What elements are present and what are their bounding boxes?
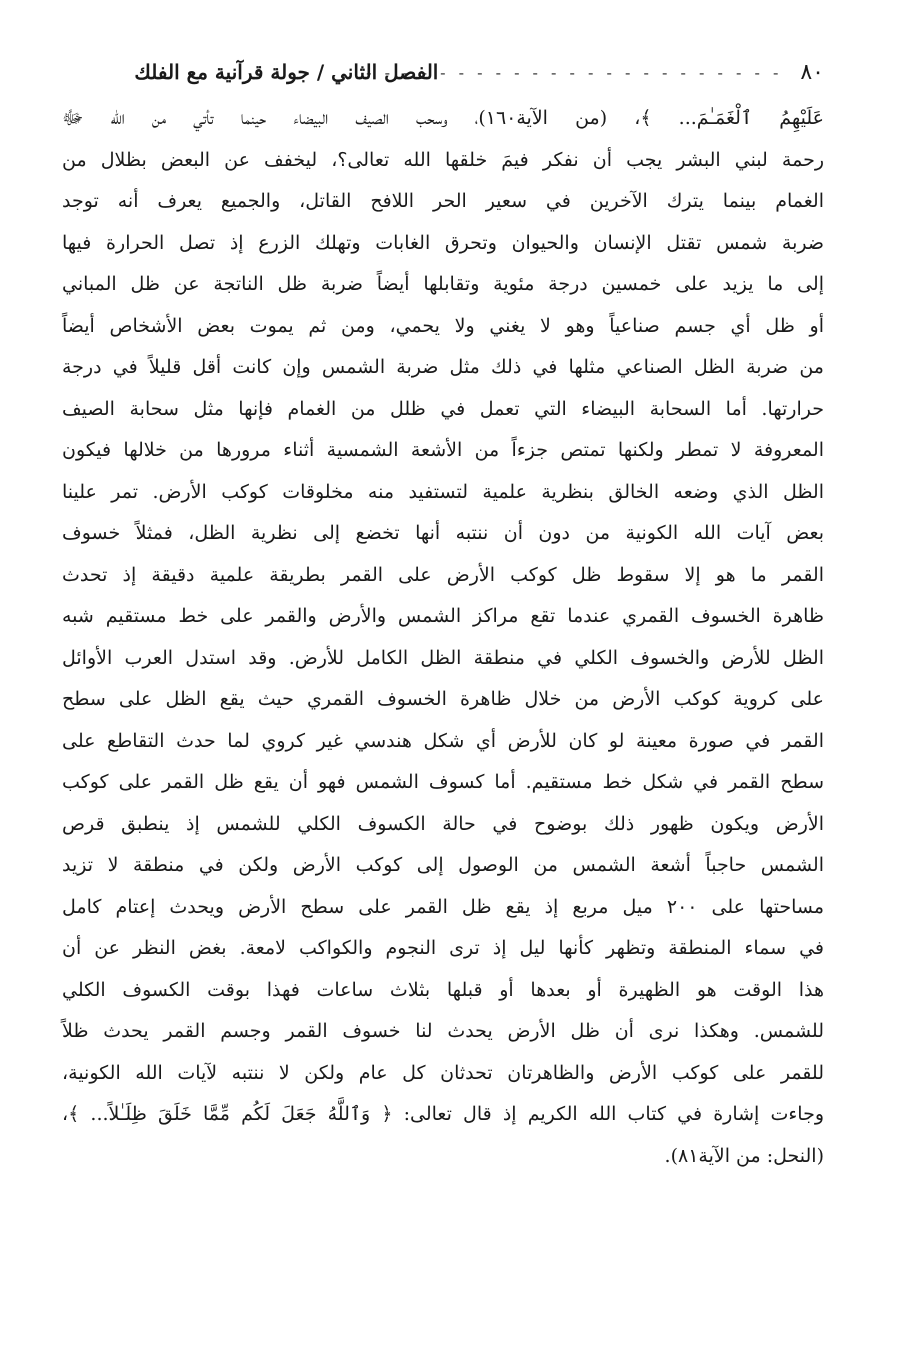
page-header xyxy=(62,52,824,92)
page-number: ٨٠ xyxy=(800,59,824,85)
running-title: الفصل الثاني / جولة قرآنية مع الفلك xyxy=(134,60,439,84)
text-line: القمر في صورة معينة لو كان للأرض أي شكل هندسي غير كروي لما حدث التقاطع على xyxy=(62,729,824,752)
text-line: عَلَيْهِمُ ٱلْغَمَـٰمَ... ﴾، (من الآية١٦٠)، وسحب الصيف البيضاء حينما تأتي من الله ﷻ xyxy=(62,107,824,129)
text-line: المعروفة لا تمطر ولكنها تمتص جزءاً من الأشعة الشمسية أثناء مرورها من خلالها فيكون xyxy=(62,439,824,461)
text-line: (النحل: من الآية٨١). xyxy=(664,1144,824,1167)
text-line: من ضربة الظل الصناعي مثلها في ذلك مثل ضربة الشمس وإن كانت أقل قليلاً في درجة xyxy=(62,356,824,378)
body-text xyxy=(62,98,824,1177)
text-line: القمر ما هو إلا سقوط ظل كوكب الأرض على القمر بطريقة علمية دقيقة إذ تحدث xyxy=(62,563,824,586)
text-line: للشمس. وهكذا نرى أن ظل الأرض يحدث لنا خسوف القمر وجسم القمر يحدث ظلاً xyxy=(62,1020,824,1042)
text-line: الظل للأرض والخسوف الكلي في منطقة الظل الكامل للأرض. وقد استدل العرب الأوائل xyxy=(62,646,824,669)
text-line: هذا الوقت هو الظهيرة أو بعدها أو قبلها بثلاث ساعات فهذا بوقت الكسوف الكلي xyxy=(62,978,824,1001)
text-line: أو ظل أي جسم صناعياً وهو لا يغني ولا يحمي، ومن ثم يموت بعض الأشخاص أيضاً xyxy=(62,314,824,337)
text-line: في سماء المنطقة وتظهر كأنها ليل إذ ترى النجوم والكواكب لامعة. بغض النظر عن أن xyxy=(62,937,824,959)
text-line: على كروية كوكب الأرض من خلال ظاهرة الخسوف القمري حيث يقع الظل على سطح xyxy=(62,688,824,710)
text-line: حرارتها. أما السحابة البيضاء التي تعمل في ظلل من الغمام فإنها مثل سحابة الصيف xyxy=(62,397,824,420)
text-line: رحمة لبني البشر يجب أن نفكر فيمَ خلقها الله تعالى؟، ليخفف عن البعض بظلال من xyxy=(62,148,824,171)
text-line: للقمر على كوكب الأرض والظاهرتان تحدثان كل عام ولكن لا ننتبه لآيات الله الكونية، xyxy=(62,1061,824,1084)
text-line: الشمس حاجباً أشعة الشمس من الوصول إلى كوكب الأرض ولكن في منطقة لا تزيد xyxy=(62,854,824,876)
header-rule: - - - - - - - - - - - - - - - - - - - - - - - xyxy=(366,62,783,82)
text-line: ضربة شمس تقتل الإنسان والحيوان وتحرق الغابات وتهلك الزرع إذ تصل الحرارة فيها xyxy=(62,231,824,254)
text-line: الغمام بينما يترك الآخرين في سعير الحر اللافح القاتل، والجميع يعرف أنه توجد xyxy=(62,190,824,212)
text-line: سطح القمر في شكل خط مستقيم. أما كسوف الشمس فهو أن يقع ظل القمر على كوكب xyxy=(62,771,824,793)
text-line: الأرض ويكون ظهور ذلك بوضوح في حالة الكسوف الكلي للشمس إذ ينطبق قرص xyxy=(62,812,824,835)
text-line: بعض آيات الله الكونية من دون أن ننتبه أنها تخضع إلى نظرية الظل، فمثلاً خسوف xyxy=(62,522,824,544)
text-line: الظل الذي وضعه الخالق بنظرية علمية لتستفيد منه مخلوقات كوكب الأرض. تمر علينا xyxy=(62,480,824,503)
text-line: إلى ما يزيد على خمسين درجة مئوية وتقابلها أيضاً ضربة ظل الناتجة عن ظل المباني xyxy=(62,273,824,295)
text-line: مساحتها على ٢٠٠ ميل مربع إذ يقع ظل القمر على سطح الأرض ويحدث إعتام كامل xyxy=(62,895,825,918)
text-line: وجاءت إشارة في كتاب الله الكريم إذ قال تعالى: ﴿ وَٱللَّهُ جَعَلَ لَكُم مِّمَّا خَلَقَ ظِلَـٰلاً... ﴾، xyxy=(62,1103,824,1125)
text-line: ظاهرة الخسوف القمري عندما تقع مراكز الشمس والأرض والقمر على خط مستقيم شبه xyxy=(62,605,824,627)
